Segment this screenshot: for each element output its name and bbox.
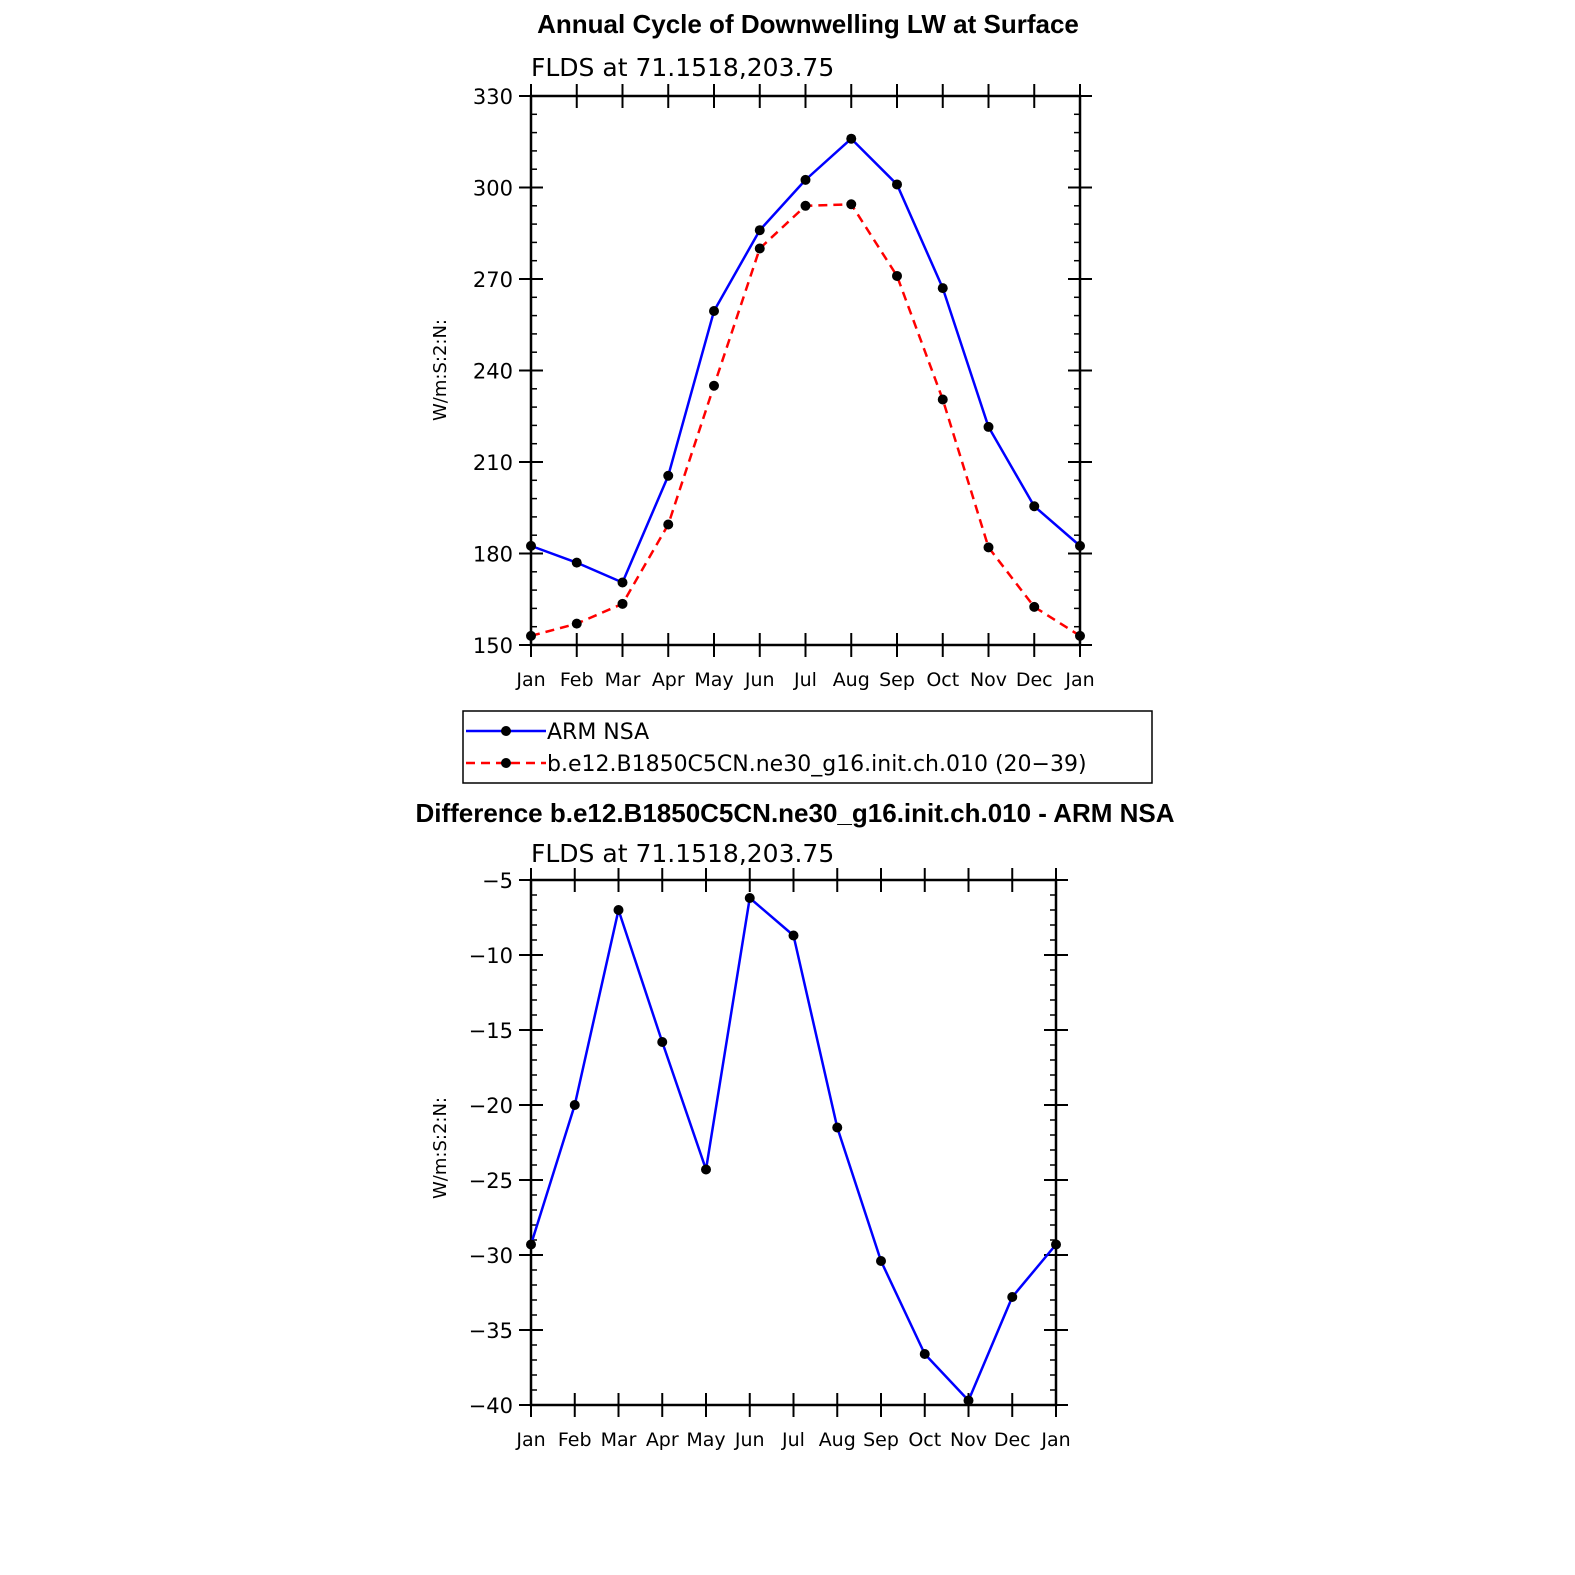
series-0-point [876,1256,886,1266]
y-tick-label: 210 [472,451,513,475]
series-0-point [846,134,856,144]
series-0-point [526,541,536,551]
series-0-point [663,471,673,481]
y-tick-label: −35 [468,1319,513,1343]
series-1-point [892,271,902,281]
chart-bottom-plot [469,868,1071,1451]
series-0-point [832,1123,842,1133]
series-1-point [709,381,719,391]
series-1-point [526,631,536,641]
chart-top-plot [473,84,1095,691]
series-1-point [755,244,765,254]
x-tick-label: Jun [744,669,775,691]
x-tick-label: Jan [1041,1429,1071,1451]
chart-top [430,9,1095,691]
y-tick-label: 270 [472,268,513,292]
y-tick-label: 330 [472,85,513,109]
legend-marker-arm [501,726,511,736]
y-tick-label: 180 [472,542,513,567]
series-0-point [801,175,811,185]
x-tick-label: Jun [734,1429,765,1451]
chart-bottom-subtitle: FLDS at 71.1518,203.75 [531,839,835,868]
series-0-point [1051,1240,1061,1250]
chart-top-subtitle: FLDS at 71.1518,203.75 [531,53,835,82]
y-tick-label: −20 [468,1094,513,1118]
series-0-point [1075,541,1085,551]
y-tick-label: −25 [468,1169,513,1193]
y-tick-label: 300 [472,176,513,201]
x-tick-label: Jan [1065,669,1095,691]
chart-bottom-ylabel: W/m:S:2:N: [430,1097,451,1199]
series-1-point [618,599,628,609]
x-tick-label: May [694,669,734,691]
y-tick-label: 150 [472,634,513,658]
x-tick-label: Jul [782,1429,805,1451]
x-tick-label: Sep [879,669,915,691]
x-tick-label: Dec [1015,669,1053,691]
series-0-point [984,422,994,432]
x-tick-label: Aug [818,1429,856,1451]
series-line-0 [531,898,1056,1401]
x-tick-label: Nov [949,1429,988,1451]
series-0-point [938,283,948,293]
series-1-point [572,619,582,629]
series-0-point [709,306,719,316]
series-1-point [1075,631,1085,641]
series-0-point [1029,501,1039,511]
chart-top-legend [463,711,1152,783]
series-1-point [938,394,948,404]
series-0-point [657,1037,667,1047]
y-tick-label: −15 [468,1019,513,1043]
x-tick-label: Jan [516,1429,546,1451]
x-tick-label: Mar [604,669,641,691]
x-tick-label: Dec [993,1429,1031,1451]
series-0-point [618,577,628,587]
y-tick-label: −10 [468,944,513,968]
series-0-point [892,179,902,189]
series-1-point [984,542,994,552]
series-0-point [789,931,799,941]
x-tick-label: Apr [651,669,685,691]
series-1-point [846,199,856,209]
x-tick-label: Nov [969,669,1008,691]
legend-label-model: b.e12.B1850C5CN.ne30_g16.init.ch.010 (20−39) [547,752,1087,777]
x-tick-label: May [686,1429,726,1451]
series-0-point [745,893,755,903]
series-line-1 [531,204,1080,636]
chart-bottom [415,798,1174,1451]
x-tick-label: Mar [600,1429,637,1451]
x-tick-label: Jan [516,669,546,691]
x-tick-label: Apr [645,1429,679,1451]
chart-bottom-title: Difference b.e12.B1850C5CN.ne30_g16.init.ch.010 - ARM NSA [415,798,1175,828]
series-0-point [920,1349,930,1359]
y-tick-label: −5 [482,869,513,893]
x-tick-label: Aug [832,669,870,691]
legend-label-arm: ARM NSA [547,720,650,745]
series-0-point [964,1396,974,1406]
series-0-point [755,225,765,235]
chart-top-ylabel: W/m:S:2:N: [430,319,451,421]
x-tick-label: Sep [863,1429,899,1451]
series-0-point [1007,1292,1017,1302]
x-tick-label: Oct [926,669,960,691]
y-tick-label: 240 [472,359,513,384]
plot-frame [531,880,1056,1405]
x-tick-label: Oct [908,1429,942,1451]
series-0-point [572,558,582,568]
y-tick-label: −30 [468,1244,513,1268]
x-tick-label: Feb [557,1429,592,1451]
x-tick-label: Feb [559,669,594,691]
chart-top-title: Annual Cycle of Downwelling LW at Surface [537,9,1079,39]
series-0-point [570,1100,580,1110]
series-1-point [663,520,673,530]
series-0-point [701,1165,711,1175]
series-1-point [801,201,811,211]
legend-marker-model [501,758,511,768]
x-tick-label: Jul [794,669,817,691]
series-1-point [1029,602,1039,612]
y-tick-label: −40 [468,1394,513,1418]
series-0-point [526,1240,536,1250]
series-0-point [614,905,624,915]
